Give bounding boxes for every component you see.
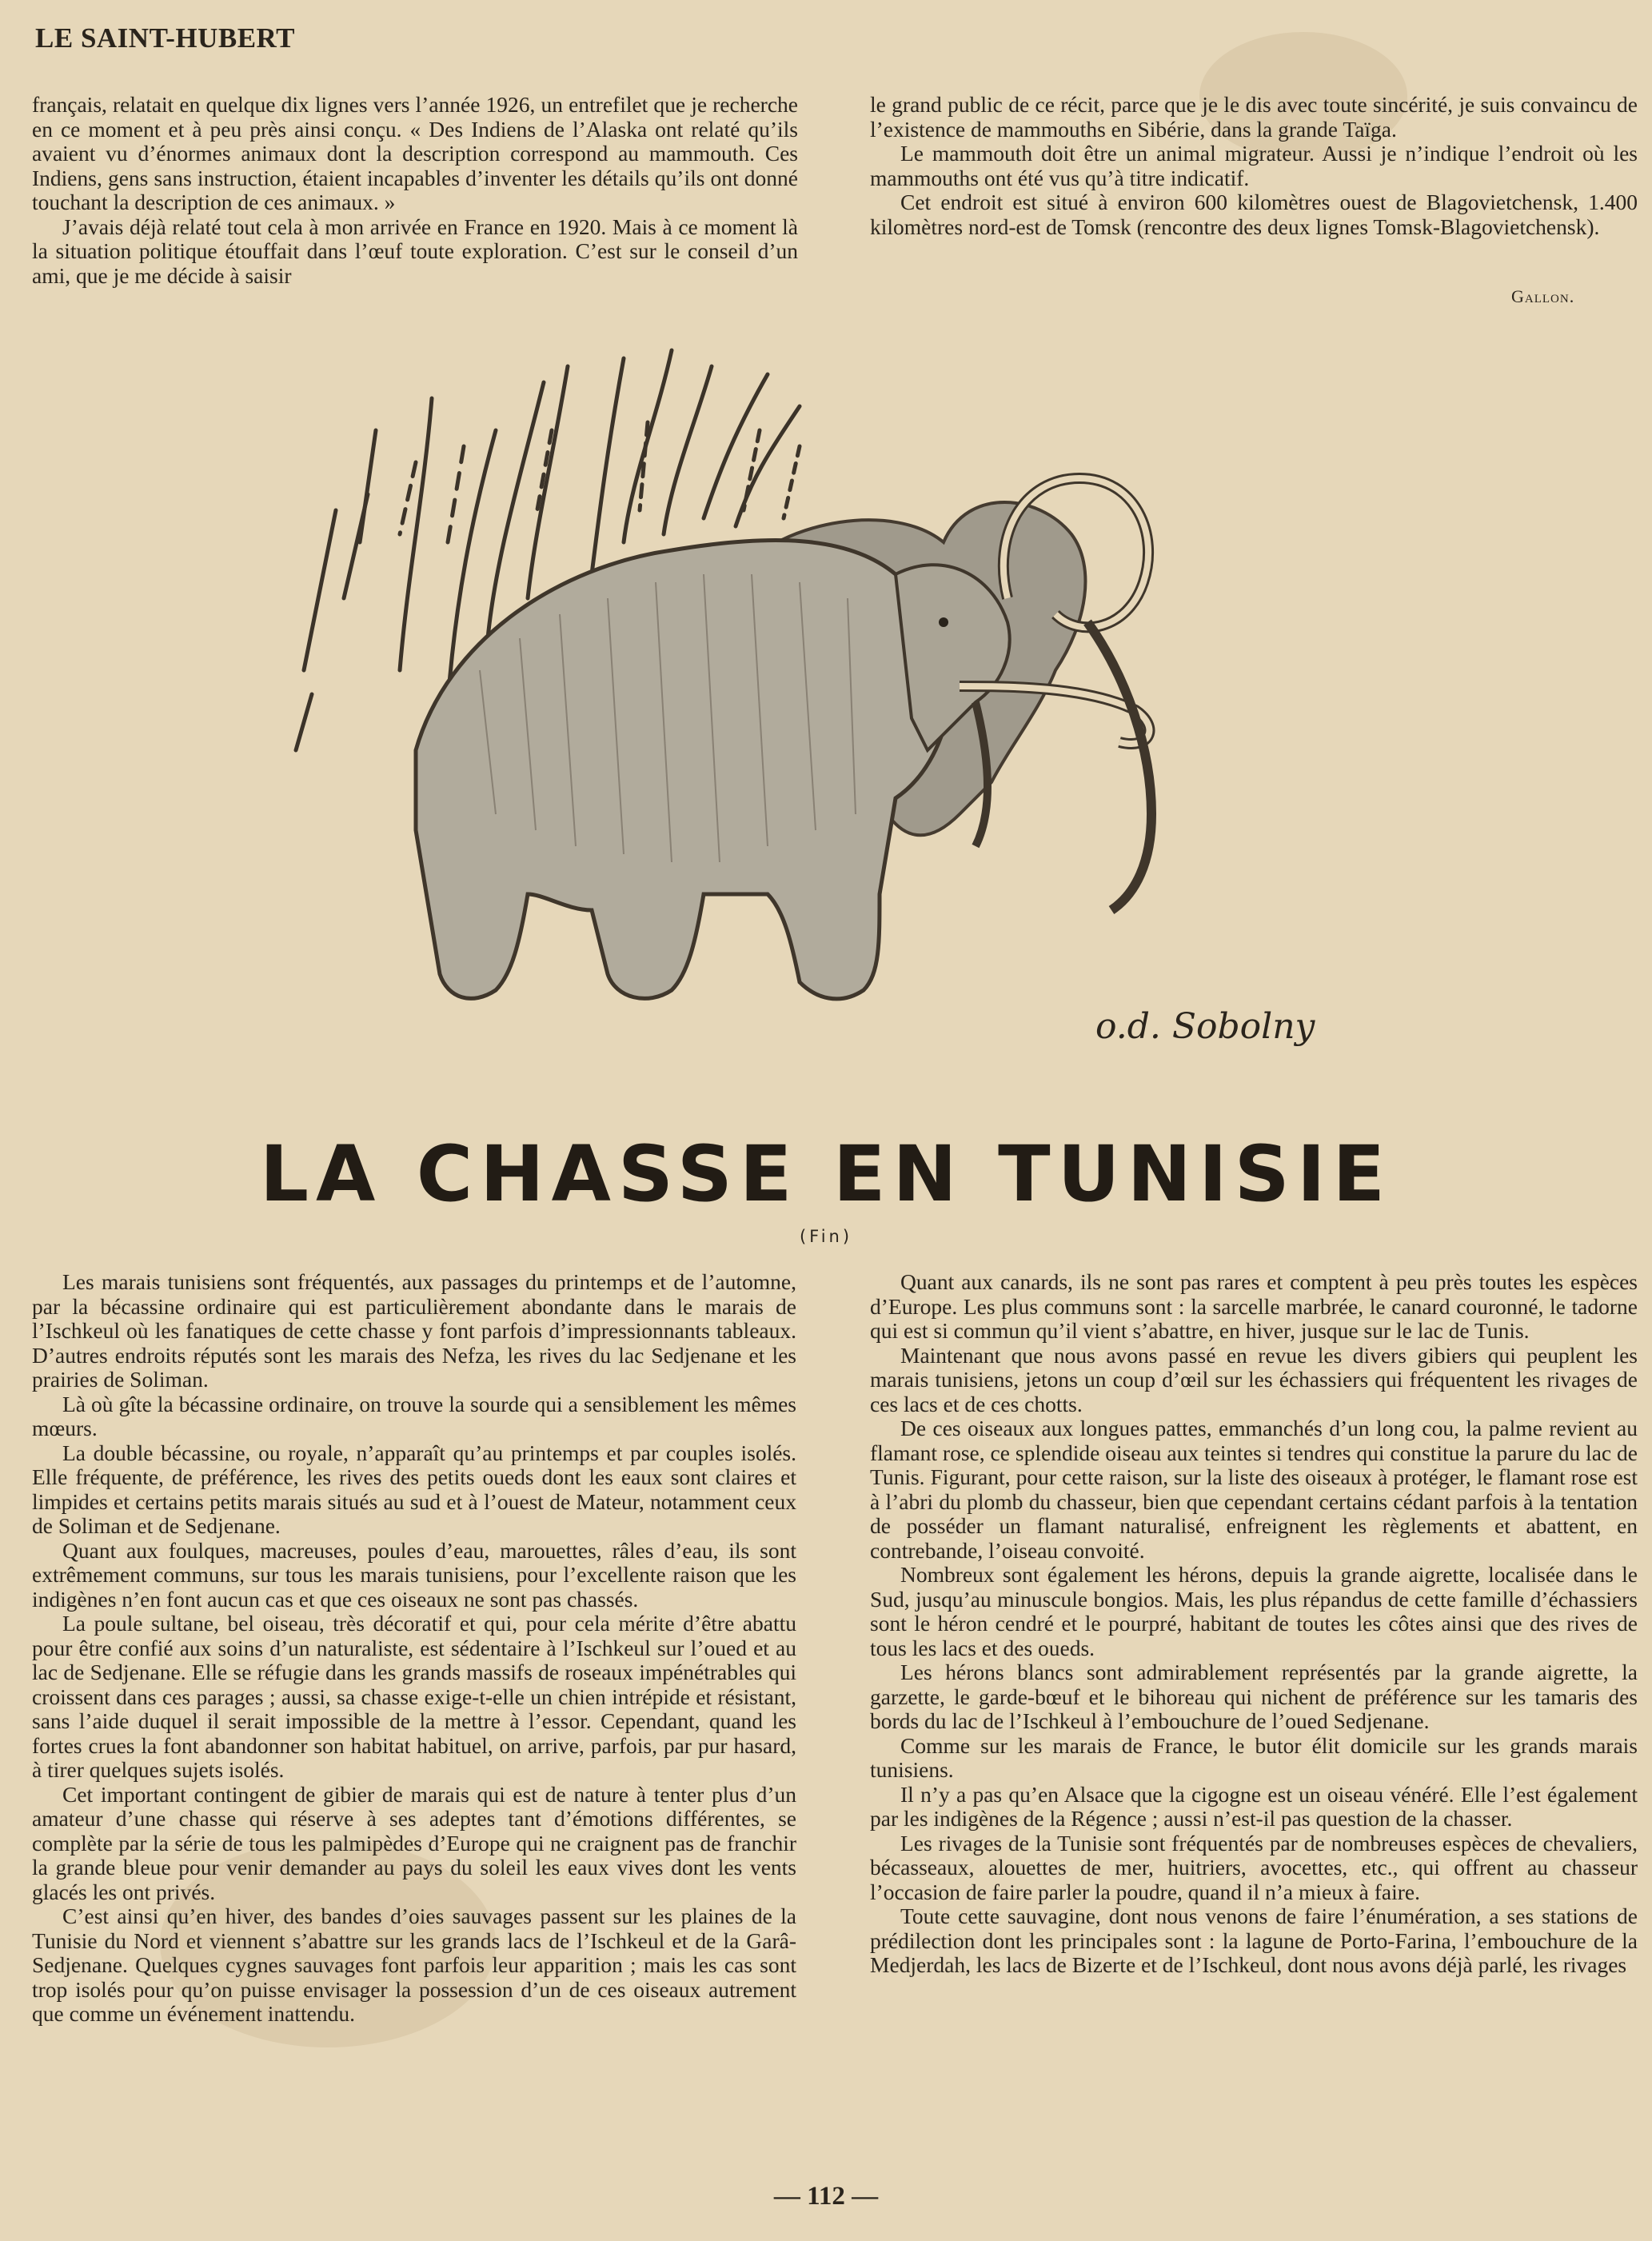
paragraph: Maintenant que nous avons passé en revue les divers gibiers qui peuplent les marais tunisiens, jetons un coup d’œil sur les échassiers qui fréquentent les rivages de ces lacs et de ces chotts. — [870, 1342, 1638, 1416]
paragraph: Nombreux sont également les hérons, depuis la grande aigrette, localisée dans le Sud, jusqu’au minuscule bongios. Mais, les plus répandus de cette famille d’échassiers sont le héron cendré et le pourpré, habitant de toutes les côtes ainsi que des rives de tous les lacs et des oueds. — [870, 1562, 1638, 1660]
paragraph: La double bécassine, ou royale, n’apparaît qu’au printemps et par couples isolés. Elle fréquente, de préférence, les rives des petits oueds dont les eaux sont claires et limpides et certains petits marais situés au sud et à l’ouest de Mateur, notamment ceux de Soliman et de Sedjenane. — [32, 1440, 796, 1538]
paragraph: Cet endroit est situé à environ 600 kilomètres ouest de Blagovietchensk, 1.400 kilomètres nord-est de Tomsk (rencontre des deux lignes Tomsk-Blagovietchensk). — [870, 190, 1638, 239]
paragraph: Toute cette sauvagine, dont nous venons de faire l’énumération, a ses stations de prédilection dont les principales sont : la lagune de Porto-Farina, l’embouchure de la Medjerdah, les lacs de Bizerte et de l’Ischkeul, dont nous avons déjà parlé, les rivages — [870, 1903, 1638, 1977]
mammoth-illustration — [288, 334, 1391, 1094]
paragraph: Cet important contingent de gibier de marais qui est de nature à tenter plus d’un amateur d’une chasse qui réserve à ses adeptes tant d’émotions différentes, se complète par la série de tous les palmipèdes d’Europe qui ne craignent pas de franchir la grande bleue pour venir demander au pays du soleil les eaux vives dont les vents glacés les ont privés. — [32, 1781, 796, 1904]
paragraph: le grand public de ce récit, parce que je le dis avec toute sincérité, je suis convaincu de l’existence de mammouths en Sibérie, dans la grande Taïga. — [870, 92, 1638, 142]
bottom-left-column — [32, 1270, 796, 2027]
article-subtitle: (Fin) — [799, 1227, 853, 1246]
paragraph: Là où gîte la bécassine ordinaire, on trouve la sourde qui a sensiblement les mêmes mœurs. — [32, 1391, 796, 1440]
top-right-column — [870, 93, 1638, 239]
paragraph: Comme sur les marais de France, le butor élit domicile sur les grands marais tunisiens. — [870, 1732, 1638, 1782]
mammoth-trunk — [1087, 622, 1151, 910]
paragraph: De ces oiseaux aux longues pattes, emmanchés d’un long cou, la palme revient au flamant rose, ce splendide oiseau aux teintes si tendres qui constitue la parure du lac de Tunis. Figurant, pour cette raison, sur la liste des oiseaux à protéger, le flamant rose est à l’abri du plomb du chasseur, bien que cependant certains cédant parfois à la tentation de posséder un flamant naturalisé, enfreignent les règlements et abattent, en contrebande, l’oiseau convoité. — [870, 1416, 1638, 1563]
paragraph: français, relatait en quelque dix lignes vers l’année 1926, un entrefilet que je recherche en ce moment et à peu près ainsi conçu. « Des Indiens de l’Alaska ont relaté qu’ils avaient vu d’énormes animaux dont la description correspond au mammouth. Ces Indiens, gens sans instruction, étaient incapables d’inventer les détails qu’ils ont donné touchant la description de ces animaux. » — [32, 92, 798, 214]
artist-signature: o.d. Sobolny — [1095, 1006, 1315, 1047]
paragraph: Les marais tunisiens sont fréquentés, aux passages du printemps et de l’automne, par la bécassine ordinaire qui est particulièrement abondante dans le marais de l’Ischkeul où les fanatiques de cette chasse y font parfois d’impressionnants tableaux. D’autres endroits réputés sont les marais des Nefza, les rives du lac Sedjenane et les prairies de Soliman. — [32, 1269, 796, 1392]
paragraph: Quant aux canards, ils ne sont pas rares et comptent à peu près toutes les espèces d’Europe. Les plus communs sont : la sarcelle marbrée, le canard couronné, le tadorne qui est si commun qu’il vient s’abattre, en hiver, jusque sur le lac de Tunis. — [870, 1269, 1638, 1343]
article-title: LA CHASSE EN TUNISIE — [259, 1129, 1393, 1219]
paragraph: Les rivages de la Tunisie sont fréquentés par de nombreuses espèces de chevaliers, bécasseaux, alouettes de mer, huitriers, avocettes, etc., qui offrent au chasseur l’occasion de faire parler la poudre, quand il n’a mieux à faire. — [870, 1830, 1638, 1904]
paragraph: La poule sultane, bel oiseau, très décoratif et qui, pour cela mérite d’être abattu pour être confié aux soins d’un naturaliste, est sédentaire à l’Ischkeul sur l’oued et au lac de Sedjenane. Elle se réfugie dans les grands massifs de roseaux impénétrables qui croissent dans ces parages ; aussi, sa chasse exige-t-elle un chien intrépide et résistant, sans l’aide duquel il serait impossible de la mettre à l’essor. Cependant, quand les fortes crues la font abandonner son habitat habituel, on arrive, parfois, par pur hasard, à tirer quelques sujets isolés. — [32, 1611, 796, 1782]
page-number: — 112 — — [773, 2182, 879, 2211]
paragraph: J’avais déjà relaté tout cela à mon arrivée en France en 1920. Mais à ce moment là la situation politique étouffait dans l’œuf toute exploration. C’est sur le conseil d’un ami, que je me décide à saisir — [32, 214, 798, 288]
paragraph: Les hérons blancs sont admirablement représentés par la grande aigrette, la garzette, le garde-bœuf et le bihoreau qui nichent de préférence sur les tamaris des bords du lac de l’Ischkeul à l’embouchure de l’oued Sedjenane. — [870, 1660, 1638, 1733]
top-left-column — [32, 93, 798, 288]
author-signature: Gallon. — [1511, 286, 1575, 306]
paragraph: Le mammouth doit être un animal migrateur. Aussi je n’indique l’endroit où les mammouths ont été vus qu’à titre indicatif. — [870, 141, 1638, 190]
running-title: LE SAINT-HUBERT — [35, 22, 295, 54]
mammoth-body-front — [416, 541, 953, 999]
paragraph: C’est ainsi qu’en hiver, des bandes d’oies sauvages passent sur les plaines de la Tunisie du Nord et viennent s’abattre sur les grands lacs de l’Ischkeul et de la Garâ-Sedjenane. Quelques cygnes sauvages font parfois leur apparition ; mais les cas sont trop isolés pour qu’on puisse envisager la possession d’un de ces oiseaux autrement que comme un événement inattendu. — [32, 1903, 796, 2026]
bottom-right-column — [870, 1270, 1638, 1978]
paragraph: Quant aux foulques, macreuses, poules d’eau, marouettes, râles d’eau, ils sont extrêmement communs, sur tous les marais tunisiens, pour l’excellente raison que les indigènes n’en font aucun cas et que ces oiseaux ne sont pas chassés. — [32, 1537, 796, 1612]
mammoth-eye — [939, 617, 948, 627]
paragraph: Il n’y a pas qu’en Alsace que la cigogne est un oiseau vénéré. Elle l’est également par les indigènes de la Régence ; aussi n’est-il pas question de la chasser. — [870, 1781, 1638, 1831]
